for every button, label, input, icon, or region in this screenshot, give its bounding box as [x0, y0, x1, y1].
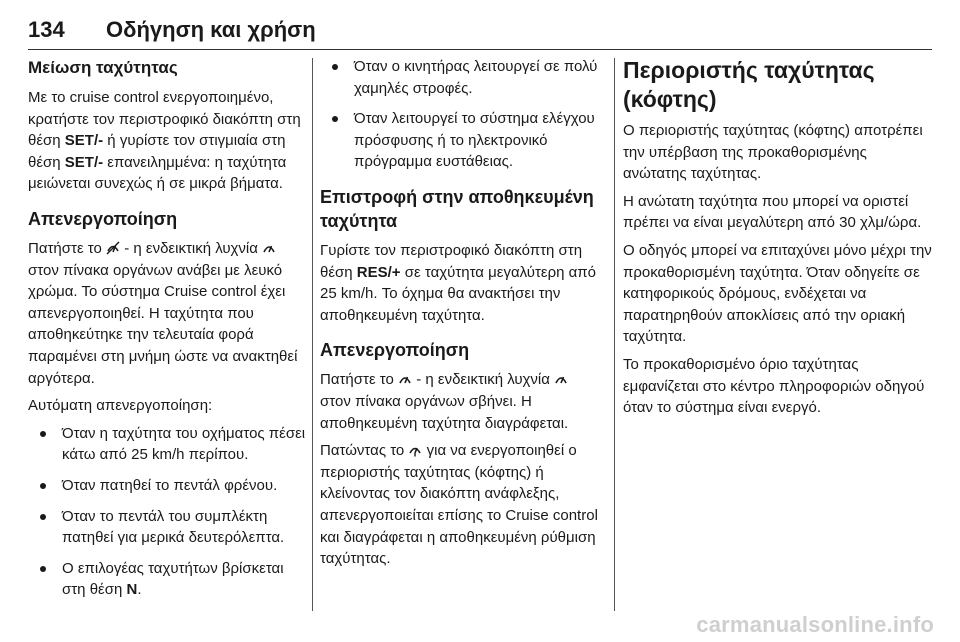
list-item: Όταν το πεντάλ του συμπλέκτη πατηθεί για μερικά δευτερόλεπτα. [28, 506, 310, 549]
auto-deactivation-list-cont [320, 56, 602, 173]
column-divider [614, 58, 615, 611]
cruise-control-icon [554, 372, 568, 386]
list-item: Όταν πατηθεί το πεντάλ φρένου. [28, 475, 310, 497]
column-divider [312, 58, 313, 611]
list-item: Όταν η ταχύτητα του οχήματος πέσει κάτω από 25 km/h περίπου. [28, 423, 310, 466]
cruise-cancel-icon [106, 241, 120, 255]
paragraph-return: Γυρίστε τον περιστροφικό διακόπτη στη θέση RES/+ σε ταχύτητα μεγαλύτερη από 25 km/h. Το όχημα θα ανακτήσει την αποθηκευμένη ταχύτητα. [320, 241, 597, 324]
watermark: carmanualsonline.info [696, 612, 934, 637]
heading-return-to-speed: Επιστροφή στην αποθηκευμένη ταχύτητα [320, 186, 594, 231]
cruise-control-icon [398, 372, 412, 386]
heading-deactivation-2: Απενεργοποίηση [320, 340, 470, 361]
heading-deactivation: Απενεργοποίηση [28, 208, 178, 229]
paragraph-limiter-cancel: Πατώντας το για να ενεργοποιηθεί ο περιοριστής ταχύτητας (κόφτης) ή κλείνοντας τον διακόπτη ανάφλεξης, απενεργοποιείται επίσης το Cruise control και διαγράφεται η αποθηκευμένη ρύθμιση ταχύτητας. [320, 442, 598, 568]
column-1 [28, 56, 310, 610]
column-2 [320, 56, 602, 576]
paragraph-limiter-4: Το προκαθορισμένο όριο ταχύτητας εμφανίζεται στο κέντρο πληροφοριών οδηγού όταν το σύστημα είναι ενεργό. [623, 355, 925, 417]
list-item: Όταν ο κινητήρας λειτουργεί σε πολύ χαμηλές στροφές. [320, 56, 602, 99]
list-item: Ο επιλογέας ταχυτήτων βρίσκεται στη θέση N. [28, 558, 310, 601]
heading-speed-reduction: Μείωση ταχύτητας [28, 58, 178, 77]
cruise-control-icon [262, 241, 276, 255]
paragraph-limiter-3: Ο οδηγός μπορεί να επιταχύνει μόνο μέχρι την προκαθορισμένη ταχύτητα. Όταν οδηγείτε σε κατηφορικούς δρόμους, ενδέχεται να παρατηρηθούν αποκλίσεις από την οριακή ταχύτητα. [623, 241, 932, 346]
paragraph-deactivation: Πατήστε το - η ενδεικτική λυχνία στον πίνακα οργάνων ανάβει με λευκό χρώμα. Το σύστημα Cruise control έχει απενεργοποιηθεί. Η ταχύτητα που αποθηκεύτηκε την τελευταία φορά παραμένει στη μνήμη ώστε να ανακτηθεί αργότερα. [28, 239, 298, 387]
paragraph-speed-reduction: Με το cruise control ενεργοποιημένο, κρατήστε τον περιστροφικό διακόπτη στη θέση SET/- ή γυρίστε τον στιγμιαία στη θέση SET/- επανειλημμένα: η ταχύτητα μειώνεται συνεχώς ή σε μικρά βήματα. [28, 89, 301, 193]
auto-deactivation-list [28, 423, 310, 601]
paragraph-limiter-2: Η ανώτατη ταχύτητα που μπορεί να οριστεί πρέπει να είναι μεγαλύτερη από 30 χλμ/ώρα. [623, 192, 922, 232]
speed-limiter-icon [408, 443, 422, 457]
page-header [28, 6, 932, 50]
page-number: 134 [28, 17, 65, 42]
paragraph-limiter-1: Ο περιοριστής ταχύτητας (κόφτης) αποτρέπει την υπέρβαση της προκαθορισμένης ανώτατης ταχύτητας. [623, 122, 923, 183]
column-3 [623, 56, 933, 425]
paragraph-auto-deactivation: Αυτόματη απενεργοποίηση: [28, 397, 213, 415]
section-title: Οδήγηση και χρήση [106, 17, 316, 42]
heading-speed-limiter: Περιοριστής ταχύτητας (κόφτης) [623, 57, 875, 112]
list-item: Όταν λειτουργεί το σύστημα ελέγχου πρόσφυσης ή το ηλεκτρονικό πρόγραμμα ευστάθειας. [320, 108, 602, 173]
paragraph-deactivation-2: Πατήστε το - η ενδεικτική λυχνία στον πίνακα οργάνων σβήνει. Η αποθηκευμένη ταχύτητα διαγράφεται. [320, 371, 569, 432]
